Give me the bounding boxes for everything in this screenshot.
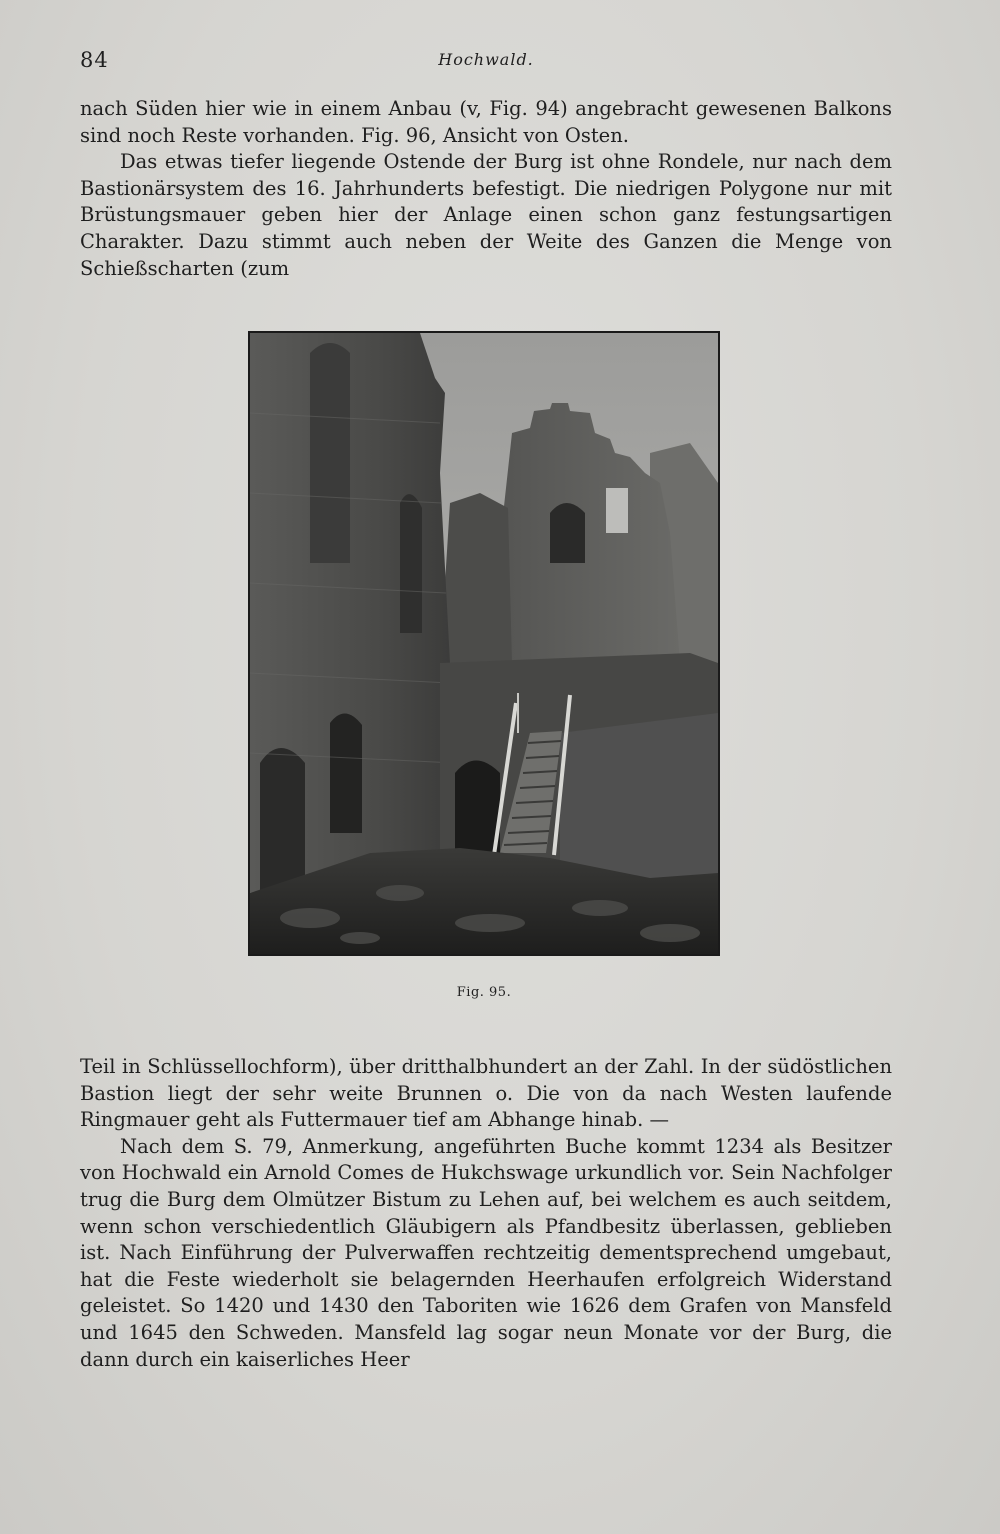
figure-caption: Fig. 95. <box>456 985 512 1000</box>
paragraph: Teil in Schlüssellochform), über dritthalbhundert an der Zahl. In der südöstlichen Bastion liegt der sehr weite Brunnen o. Die von da nach Westen laufende Ringmauer geht als Futtermauer tief am Abhange hinab. — <box>80 1055 892 1132</box>
running-title: Hochwald. <box>438 50 534 69</box>
castle-ruin-photo <box>250 333 718 954</box>
paragraph: nach Süden hier wie in einem Anbau (v, Fig. 94) angebracht gewesenen Balkons sind noch Reste vorhanden. Fig. 96, Ansicht von Osten. <box>80 97 892 147</box>
text-block-top <box>80 96 892 282</box>
paragraph: Das etwas tiefer liegende Ostende der Burg ist ohne Rondele, nur nach dem Bastionärsystem des 16. Jahrhunderts befestigt. Die niedrigen Polygone nur mit Brüstungsmauer geben hier der Anlage einen schon ganz festungsartigen Charakter. Dazu stimmt auch neben der Weite des Ganzen die Menge von Schießscharten (zum <box>80 150 892 280</box>
page-number: 84 <box>80 48 109 72</box>
paragraph: Nach dem S. 79, Anmerkung, angeführten Buche kommt 1234 als Besitzer von Hochwald ein Arnold Comes de Hukchswage urkundlich vor. Sein Nachfolger trug die Burg dem Olmützer Bistum zu Lehen auf, bei welchem es auch seitdem, wenn schon verschiedentlich Gläubigern als Pfandbesitz überlassen, geblieben ist. Nach Einführung der Pulverwaffen rechtzeitig dementsprechend umgebaut, hat die Feste wiederholt sie belagernden Heerhaufen erfolgreich Widerstand geleistet. So 1420 und 1430 den Taboriten wie 1626 dem Grafen von Mansfeld und 1645 den Schweden. Mansfeld lag sogar neun Monate vor der Burg, die dann durch ein kaiserliches Heer <box>80 1134 892 1371</box>
page-header <box>80 48 892 78</box>
text-block-bottom <box>80 1054 892 1373</box>
figure-photo-castle-ruin <box>248 331 720 956</box>
